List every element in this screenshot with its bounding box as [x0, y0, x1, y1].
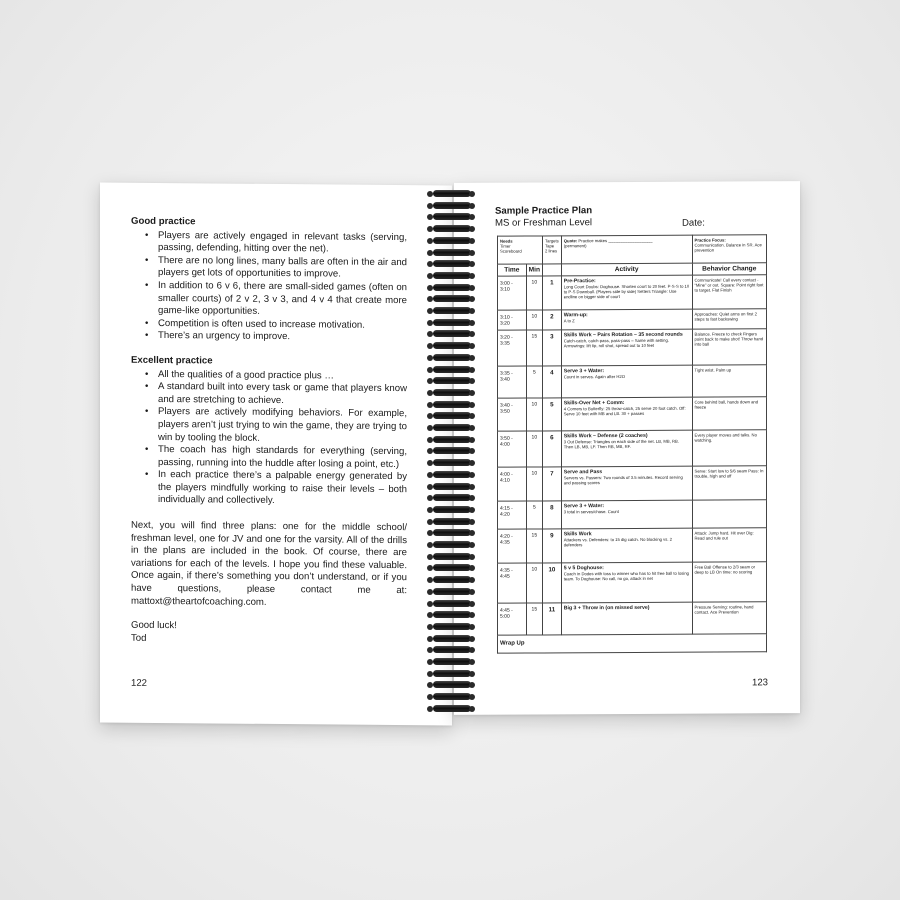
closing-paragraph: Next, you will find three plans: one for the middle school/ freshman level, one for JV and one for the varsity. All of the drills in the plans are included in the book. Of course, there are variations for each of the levels. I hope you find these valuable. Once again, if there’s something you don’t understand, or if you have questions, please contact me at: mattoxt@theartofcoaching.com. [131, 519, 407, 608]
spiral-coil [427, 319, 475, 326]
min-cell: 5 [526, 501, 542, 529]
list-item: • All the qualities of a good practice plus … [145, 368, 407, 383]
spiral-coil [427, 506, 475, 513]
table-row [498, 562, 767, 603]
activity-detail: Servers vs. Passers: Two rounds of 3.5 minutes. Record serving and passing scores [563, 474, 683, 485]
activity-detail: Count in serves. Again after H2O [563, 373, 625, 379]
activity-title: Skills Work – Defense (2 coaches) [563, 432, 648, 439]
quote-cell: Quote: Practice makes ___________________ (permanent) [561, 235, 692, 264]
behavior-cell: Approaches: Quiet arms on first 2 steps to fast backswing [692, 309, 766, 329]
activity-title: Skills Work [563, 530, 592, 537]
spiral-coil [427, 541, 475, 548]
spiral-coil [427, 459, 475, 466]
behavior-cell: Attack: Jump hard. Hit over Dig: Read and rule out [692, 528, 766, 562]
time-cell: 4:20 - 4:35 [498, 529, 527, 563]
left-page [100, 182, 452, 725]
good-practice-heading: Good practice [131, 215, 196, 228]
spiral-coil [427, 564, 475, 571]
activity-detail: 3 total in serves/chase. Count [563, 508, 619, 514]
excellent-practice-list [131, 368, 407, 509]
num-cell: 4 [543, 366, 562, 398]
excellent-practice-heading: Excellent practice [131, 354, 213, 367]
behavior-cell: Serve: Start low to 5/6 seam Pass: In trouble, high and off [692, 466, 766, 500]
table-row [498, 365, 767, 398]
spiral-coil [427, 202, 475, 209]
activity-title: Big 3 + Throw in (on missed serve) [563, 604, 650, 611]
spiral-coil [427, 681, 475, 688]
num-cell: 9 [543, 529, 562, 563]
num-cell: 2 [543, 310, 562, 330]
activity-title: Pre-Practice: [563, 277, 596, 284]
table-row [498, 309, 767, 330]
time-cell: 4:00 - 4:10 [498, 467, 527, 501]
list-item: • There are no long lines, many balls are often in the air and players get lots of opportunities to improve. [145, 255, 407, 282]
activity-detail: Catch-catch, catch-pass, pass-pass – Same with setting. Armswings: lift tip, roll shot, spread out to 10 feet [563, 337, 669, 348]
spiral-coil [427, 237, 475, 244]
spiral-coil [427, 401, 475, 408]
needs-cell-2: Targets Tape 2 lines [543, 236, 562, 264]
behavior-cell [692, 500, 766, 528]
spiral-coil [427, 600, 475, 607]
activity-title: Serve and Pass [563, 468, 603, 475]
date-label: Date: [682, 217, 705, 229]
min-cell: 10 [526, 431, 542, 467]
activity-detail: Attackers vs. Defenders: to 15 dig catch. No blocking vs. 2 defenders [563, 536, 672, 547]
min-cell: 10 [526, 310, 542, 330]
spiral-coil [427, 483, 475, 490]
left-page-body [131, 216, 407, 648]
activity-cell [561, 309, 692, 330]
activity-cell [561, 397, 692, 431]
spiral-coil [427, 646, 475, 653]
plan-rows [498, 275, 767, 635]
table-row [498, 430, 767, 467]
min-cell: 15 [526, 330, 542, 366]
signoff: Good luck! [131, 619, 177, 632]
right-page [454, 181, 800, 715]
min-cell: 10 [526, 398, 542, 431]
spiral-coil [427, 693, 475, 700]
wrap-up-row [498, 634, 767, 653]
spiral-coil [427, 366, 475, 373]
needs-cell: Needs Timer Scoreboard [498, 236, 543, 264]
activity-cell [561, 562, 692, 603]
num-cell: 5 [543, 398, 562, 431]
table-row [498, 528, 767, 563]
table-row [498, 500, 767, 529]
min-cell: 15 [526, 603, 542, 635]
spiral-coil [427, 611, 475, 618]
spiral-coil [427, 307, 475, 314]
spiral-coil [427, 354, 475, 361]
table-row [498, 275, 767, 310]
spiral-coil [427, 658, 475, 665]
activity-cell [561, 275, 692, 310]
activity-title: Skills Work – Pairs Rotation – 35 second rounds [563, 331, 683, 338]
wrap-up-cell: Wrap Up [498, 634, 767, 653]
time-cell: 3:00 - 3:10 [498, 276, 527, 310]
behavior-cell: Free Ball Offense to 2/3 seam or deep to LB On time: no scoring [692, 562, 766, 602]
table-row [498, 329, 767, 366]
list-item: • In addition to 6 v 6, there are small-sided games (often on smaller courts) of 2 v 2, 3 v 3, and 4 v 4 that create more game-like opportunities. [145, 280, 407, 320]
col-time: Time [498, 264, 527, 276]
plan-subtitle: MS or Freshman Level [495, 217, 593, 229]
activity-cell [561, 466, 692, 501]
time-cell: 3:10 - 3:20 [498, 310, 527, 330]
plan-header-row [498, 235, 767, 264]
num-cell: 1 [543, 276, 562, 310]
spiral-coil [427, 260, 475, 267]
activity-detail: Long Court Doubs: Doghouse. Shorten court to 20 feet. P-S-S to 10 to P-S Downball. (Players side by side) Setters Triangle: Use endline on bigger side of court [563, 283, 690, 299]
num-cell: 3 [543, 330, 562, 366]
behavior-cell: Pressure Serving: routine, hand contact. Ace Prevention [692, 602, 766, 634]
activity-detail: 3 Out Defense: Triangles on each side of the net. LB, MB, RB. Then LB, MB, LF. Then RB, MB, RF. [563, 438, 679, 449]
behavior-cell: Communicate! Call every contact - “Mine” or out. Square: Point right foot to target. Flat Finish [692, 275, 766, 309]
spiral-coil [427, 389, 475, 396]
spiral-coil [427, 635, 475, 642]
behavior-cell: Tight wrist. Palm up [692, 365, 766, 397]
focus-cell: Practice Focus: Communication. Balance in SR. Ace prevention [692, 235, 766, 263]
time-cell: 3:50 - 4:00 [498, 431, 527, 467]
activity-title: Skills-Over Net + Comm: [563, 399, 625, 406]
num-cell: 7 [543, 467, 562, 501]
list-item: • Players are actively engaged in relevant tasks (serving, passing, defending, hitting over the net). [145, 229, 407, 256]
spiral-coil [427, 518, 475, 525]
spiral-coil [427, 342, 475, 349]
activity-detail: 4 Corners to Butterfly: 25 throw-catch, 25 serve 20 foot catch. Off: Serve 10 feet with MB and LB. 30 + passes [563, 405, 686, 416]
spiral-coil [427, 576, 475, 583]
num-cell: 11 [543, 603, 562, 635]
list-item: • There’s an urgency to improve. [145, 330, 407, 345]
spiral-coil [427, 412, 475, 419]
spiral-coil [427, 272, 475, 279]
spiral-coil [427, 377, 475, 384]
col-activity: Activity [561, 263, 692, 276]
spiral-coil [427, 295, 475, 302]
col-num [543, 264, 562, 276]
time-cell: 4:35 - 4:45 [498, 563, 527, 603]
time-cell: 3:35 - 3:40 [498, 366, 527, 398]
behavior-cell: Balance. Freeze to check Fingers point back to make shot! Throw hand into ball [692, 329, 766, 365]
list-item: • In each practice there’s a palpable energy generated by the players mindfully working to raise their levels – both individually and collectively. [145, 469, 407, 509]
spiral-coil [427, 436, 475, 443]
practice-plan-table [497, 234, 767, 653]
spiral-coil [427, 447, 475, 454]
list-item: • The coach has high standards for everything (serving, passing, running into the huddle after losing a point, etc.) [145, 444, 407, 471]
num-cell: 8 [543, 501, 562, 529]
spiral-binding [427, 190, 479, 720]
activity-detail: A to Z [563, 317, 575, 323]
activity-cell [561, 528, 692, 563]
spiral-coil [427, 494, 475, 501]
activity-cell [561, 365, 692, 398]
spiral-coil [427, 330, 475, 337]
min-cell: 15 [526, 529, 542, 563]
good-practice-list [131, 229, 407, 345]
activity-title: 5 v 5 Doghouse: [563, 564, 604, 571]
time-cell: 3:20 - 3:35 [498, 330, 527, 366]
signature: Tod [131, 632, 147, 644]
spiral-coil [427, 249, 475, 256]
activity-detail: Coach in Dodes with toss to winner who has to hit free ball to losing team. To Doghouse: No call, no go, attack in net [563, 570, 689, 581]
plan-title: Sample Practice Plan [495, 205, 593, 217]
list-item: • Competition is often used to increase motivation. [145, 318, 407, 333]
list-item: • Players are actively modifying behaviors. For example, players aren’t just trying to win the game, they are trying to win by tooling the block. [145, 406, 407, 446]
spiral-coil [427, 529, 475, 536]
spiral-coil [427, 588, 475, 595]
activity-cell [561, 329, 692, 366]
table-row [498, 466, 767, 501]
activity-title: Warm-up: [563, 311, 588, 318]
col-behavior: Behavior Change [692, 263, 766, 275]
activity-title: Serve 3 + Water: [563, 367, 605, 374]
spiral-coil [427, 225, 475, 232]
table-row [498, 397, 767, 431]
time-cell: 4:45 - 5:00 [498, 603, 527, 635]
min-cell: 10 [526, 276, 542, 310]
page-number-left: 122 [131, 677, 148, 689]
min-cell: 10 [526, 467, 542, 501]
behavior-cell: Every player moves and talks. No watching. [692, 430, 766, 466]
spiral-coil [427, 284, 475, 291]
min-cell: 5 [526, 366, 542, 398]
spiral-coil [427, 213, 475, 220]
spiral-coil [427, 623, 475, 630]
num-cell: 10 [543, 563, 562, 603]
page-number-right: 123 [752, 677, 769, 689]
spiral-coil [427, 190, 475, 197]
activity-cell [561, 602, 692, 635]
min-cell: 10 [526, 563, 542, 603]
spiral-coil [427, 471, 475, 478]
spiral-coil [427, 705, 475, 712]
activity-title: Serve 3 + Water: [563, 502, 605, 509]
spiral-coil [427, 424, 475, 431]
behavior-cell: Core behind ball, hands down and freeze [692, 397, 766, 430]
num-cell: 6 [543, 431, 562, 467]
spiral-coil [427, 670, 475, 677]
time-cell: 3:40 - 3:50 [498, 398, 527, 431]
activity-cell [561, 500, 692, 529]
spiral-coil [427, 553, 475, 560]
time-cell: 4:15 - 4:20 [498, 501, 527, 529]
list-item: • A standard built into every task or game that players know and are stretching to achieve. [145, 381, 407, 408]
table-row [498, 602, 767, 635]
col-min: Min [526, 264, 542, 276]
activity-cell [561, 430, 692, 467]
